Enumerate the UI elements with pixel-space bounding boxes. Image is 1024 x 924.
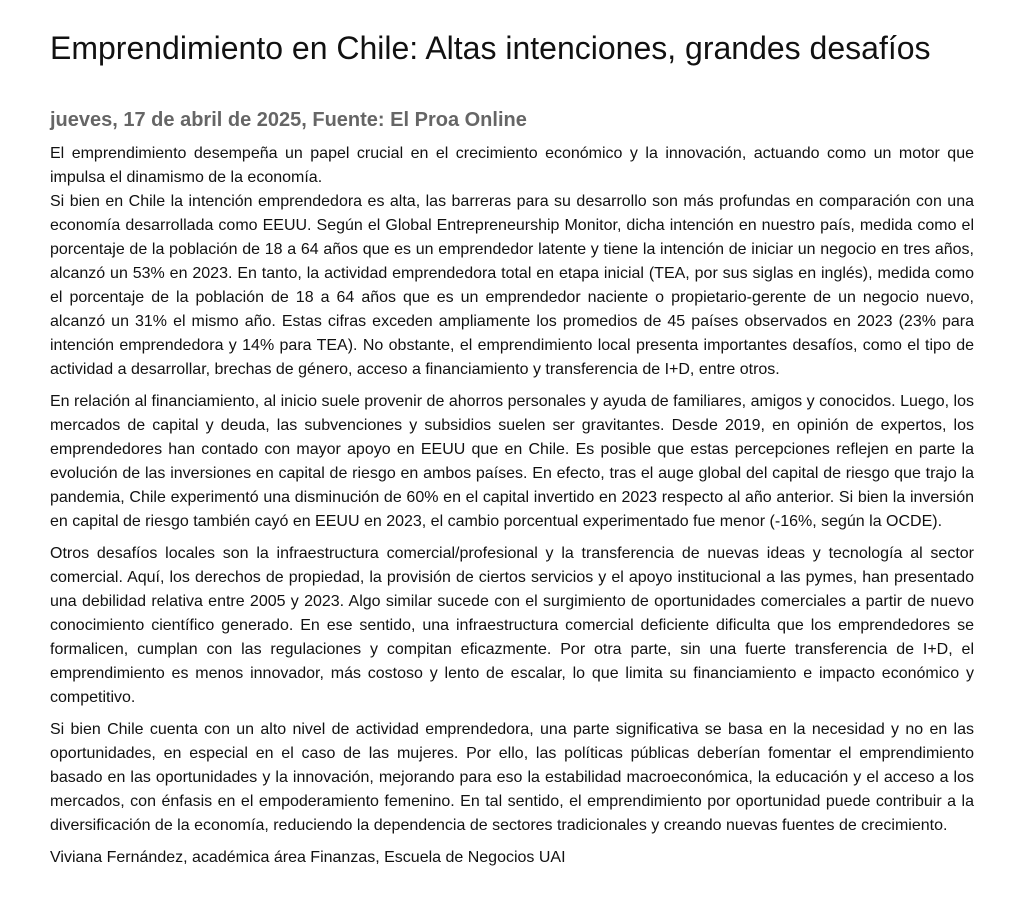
article-paragraph: El emprendimiento desempeña un papel crucial en el crecimiento económico y la innovación, actuando como un motor que impulsa el dinamismo de la economía.	[50, 145, 974, 186]
article-meta: jueves, 17 de abril de 2025, Fuente: El Proa Online	[50, 109, 527, 131]
article-paragraph: En relación al financiamiento, al inicio suele provenir de ahorros personales y ayuda de familiares, amigos y conocidos. Luego, los mercados de capital y deuda, las subvenciones y subsidios suelen ser gravitantes. Desde 2019, en opinión de expertos, los emprendedores han contado con mayor apoyo en EEUU que en Chile. Es posible que estas percepciones reflejen en parte la evolución de las inversiones en capital de riesgo en ambos países. En efecto, tras el auge global del capital de riesgo que trajo la pandemia, Chile experimentó una disminución de 60% en el capital invertido en 2023 respecto al año anterior. Si bien la inversión en capital de riesgo también cayó en EEUU en 2023, el cambio porcentual experimentado fue menor (-16%, según la OCDE).	[50, 393, 974, 530]
article-title: Emprendimiento en Chile: Altas intenciones, grandes desafíos	[50, 30, 931, 66]
article-author: Viviana Fernández, académica área Finanzas, Escuela de Negocios UAI	[50, 849, 566, 866]
article-paragraph: Si bien en Chile la intención emprendedora es alta, las barreras para su desarrollo son más profundas en comparación con una economía desarrollada como EEUU. Según el Global Entrepreneurship Monitor, dicha intención en nuestro país, medida como el porcentaje de la población de 18 a 64 años que es un emprendedor latente y tiene la intención de iniciar un negocio en tres años, alcanzó un 53% en 2023. En tanto, la actividad emprendedora total en etapa inicial (TEA, por sus siglas en inglés), medida como el porcentaje de la población de 18 a 64 años que es un emprendedor naciente o propietario-gerente de un negocio nuevo, alcanzó un 31% el mismo año. Estas cifras exceden ampliamente los promedios de 45 países observados en 2023 (23% para intención emprendedora y 14% para TEA). No obstante, el emprendimiento local presenta importantes desafíos, como el tipo de actividad a desarrollar, brechas de género, acceso a financiamiento y transferencia de I+D, entre otros.	[50, 193, 974, 378]
article-paragraph: Si bien Chile cuenta con un alto nivel de actividad emprendedora, una parte significativa se basa en la necesidad y no en las oportunidades, en especial en el caso de las mujeres. Por ello, las políticas públicas deberían fomentar el emprendimiento basado en las oportunidades y la innovación, mejorando para eso la estabilidad macroeconómica, la educación y el acceso a los mercados, con énfasis en el empoderamiento femenino. En tal sentido, el emprendimiento por oportunidad puede contribuir a la diversificación de la economía, reduciendo la dependencia de sectores tradicionales y creando nuevas fuentes de crecimiento.	[50, 721, 974, 834]
article-body	[50, 142, 974, 870]
article-paragraph: Otros desafíos locales son la infraestructura comercial/profesional y la transferencia de nuevas ideas y tecnología al sector comercial. Aquí, los derechos de propiedad, la provisión de ciertos servicios y el apoyo institucional a las pymes, han presentado una debilidad relativa entre 2005 y 2023. Algo similar sucede con el surgimiento de oportunidades comerciales a partir de nuevo conocimiento científico generado. En ese sentido, una infraestructura comercial deficiente dificulta que los emprendedores se formalicen, cumplan con las regulaciones y compitan eficazmente. Por otra parte, sin una fuerte transferencia de I+D, el emprendimiento es menos innovador, más costoso y lento de escalar, lo que limita su financiamiento e impacto económico y competitivo.	[50, 545, 974, 706]
